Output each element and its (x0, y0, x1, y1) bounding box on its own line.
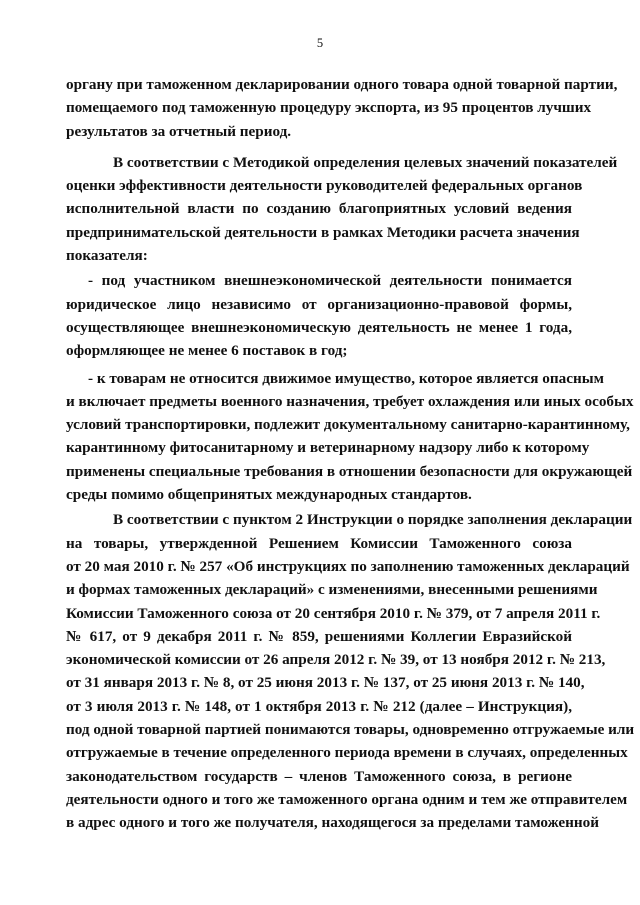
text-line: - под участником внешнеэкономической деятельности понимается (88, 272, 572, 290)
paragraph-5 (66, 508, 635, 834)
paragraph-3 (66, 269, 572, 362)
text-line: среды помимо общепринятых международных стандартов. (66, 486, 472, 504)
text-line: оформляющее не менее 6 поставок в год; (66, 342, 348, 360)
text-line: помещаемого под таможенную процедуру экспорта, из 95 процентов лучших (66, 99, 592, 117)
page-number: 5 (316, 36, 324, 50)
text-line: под одной товарной партией понимаются товары, одновременно отгружаемые или (66, 721, 635, 739)
text-line: и формах таможенных деклараций» с изменениями, внесенными решениями (66, 581, 598, 599)
text-line: и включает предметы военного назначения, требует охлаждения или иных особых (66, 392, 634, 410)
text-line: в адрес одного и того же получателя, находящегося за пределами таможенной (66, 814, 599, 832)
text-line: осуществляющее внешнеэкономическую деятельность не менее 1 года, (66, 318, 572, 336)
text-line: юридическое лицо независимо от организационно-правовой формы, (66, 295, 572, 313)
text-line: органу при таможенном декларировании одного товара одной товарной партии, (66, 76, 618, 93)
text-line: - к товарам не относится движимое имущество, которое является опасным (88, 369, 604, 387)
text-line: В соответствии с пунктом 2 Инструкции о порядке заполнения декларации (113, 511, 633, 529)
text-line: от 31 января 2013 г. № 8, от 25 июня 2013 г. № 137, от 25 июня 2013 г. № 140, (66, 674, 585, 692)
text-line: № 617, от 9 декабря 2011 г. № 859, решениями Коллегии Евразийской (66, 627, 572, 645)
text-line: от 3 июля 2013 г. № 148, от 1 октября 2013 г. № 212 (далее – Инструкция), (66, 697, 572, 715)
text-line: исполнительной власти по созданию благоприятных условий ведения (66, 200, 572, 218)
text-line: экономической комиссии от 26 апреля 2012 г. № 39, от 13 ноября 2012 г. № 213, (66, 651, 606, 669)
text-line: деятельности одного и того же таможенного органа одним и тем же отправителем (66, 790, 628, 808)
text-line: показателя: (66, 247, 148, 265)
text-line: законодательством государств – членов Таможенного союза, в регионе (66, 767, 572, 785)
text-line: применены специальные требования в отношении безопасности для окружающей (66, 462, 633, 480)
text-line: Комиссии Таможенного союза от 20 сентября 2010 г. № 379, от 7 апреля 2011 г. (66, 604, 601, 622)
text-line: оценки эффективности деятельности руководителей федеральных органов (66, 177, 583, 195)
text-line: на товары, утвержденной Решением Комиссии Таможенного союза (66, 534, 572, 552)
page-body (66, 73, 635, 835)
text-line: предпринимательской деятельности в рамках Методики расчета значения (66, 223, 580, 241)
paragraph-1 (66, 73, 618, 143)
paragraph-2 (66, 151, 618, 267)
paragraph-4 (66, 367, 634, 507)
text-line: условий транспортировки, подлежит документальному санитарно-карантинному, (66, 416, 630, 434)
text-line: результатов за отчетный период. (66, 122, 292, 140)
text-line: В соответствии с Методикой определения целевых значений показателей (113, 153, 618, 171)
text-line: отгружаемые в течение определенного периода времени в случаях, определенных (66, 744, 628, 762)
text-line: от 20 мая 2010 г. № 257 «Об инструкциях по заполнению таможенных деклараций (66, 557, 630, 575)
text-line: карантинному фитосанитарному и ветеринарному надзору либо к которому (66, 439, 590, 457)
